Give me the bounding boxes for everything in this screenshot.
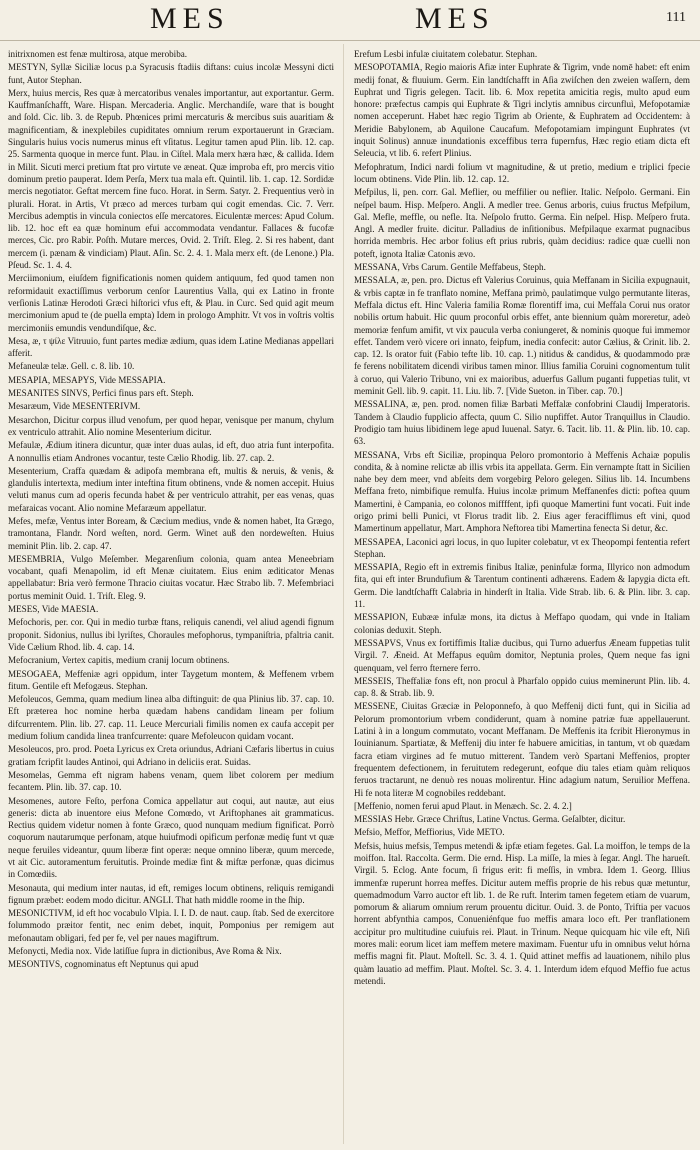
dictionary-entry: MESSAPEA, Laconici agri locus, in quo Iupiter colebatur, vt ex Theopompi fententia refert Stephan. [354,536,690,559]
dictionary-entry: Mesonauta, qui medium inter nautas, id eft, remiges locum obtinens, reliquis remigandi fignum præbet: eodem modo dicitur. ANGLI. That hath middle roome in the ſhip. [8,882,334,905]
dictionary-entry: MESSANA, Vrbs Carum. Gentile Meffabeus, Steph. [354,262,546,273]
left-column [8,48,334,1144]
dictionary-entry: Mesaræum, Vide MESENTERIVM. [8,401,141,412]
dictionary-entry: MESSIAS Hebr. Græce Chriſtus, Latine Vnctus. Germa. Geſalbter, dicitur. [354,814,626,825]
dictionary-entry: MESANITES SINVS, Perfici finus pars eft. Steph. [8,388,194,399]
dictionary-entry: Mefes, mefæ, Ventus inter Boream, & Cæcium medius, vnde & nomen habet, Ita Grægo, tramontana, Flandr. Nord weſten, nord. Germ. Winet auß den nordeweſten. Huius meminit Plin. lib. 2. cap. 47. [8,515,334,551]
dictionary-entry: MESSAPVS, Vnus ex fortiffimis Italiæ ducibus, qui Turno aduerfus Æneam fuppetias tulit Virgil. 7. Æneid. At Meffapus equûm domitor, Neptunia proles, Quem neque fas igni quenquam, vel ferro fternere ferro. [354,637,690,673]
dictionary-entry: MESONICTIVM, id eft hoc vocabulo Vlpia. I. I. D. de naut. caup. ſtab. Sed de exercitore folummodo præitor fentit, nec enim debet, inquit, Pomponius per remigem aut mefonautam obligari, fed per fe, vel per naues magiftrum. [8,908,334,943]
dictionary-entry: Mefophratum, Indici nardi folium vt magnitudine, & ut pretio, medium e triplici fpecie locum obtinens. Vide Plin. lib. 12. cap. 12. [354,161,690,184]
dictionary-entry: Mefaneulæ telæ. Gell. c. 8. lib. 10. [8,361,135,372]
running-head-right: MES [415,2,495,35]
dictionary-entry: Mefonycti, Media nox. Vide latiſſue ſupra in dictionibus, Ave Roma & Nix. [8,946,282,957]
dictionary-entry: Mesenterium, Craffa quædam & adipofa membrana eft, multis & neruis, & venis, & glandulis intertexta, medium inter inteftina fitum obtinens, vnde & nomen accepit. Huius veluti manus cum ad operis fecunda habet & per ventriculo attrahit, per eas venas, quas mefaraicas vocant. Alio nomine Mefaræum appellatur. [8,465,334,513]
right-column [354,48,690,1144]
dictionary-entry: Mefpilus, li, pen. corr. Gal. Meflier, ou meffilier ou neflier. Italic. Neſpolo. Germani. Ein neſpel baum. Hisp. Meſpero. Angli. A medler tree. Genus arboris, cuius fructus Mefpilum, Gal. Mefle, meffle, ou nefle. Ita. Neſpolo frutto. Germa. Ein neſpel. Hisp. Meſpero fruta. Angl. A medler fruite. dicitur. Palladius de inſitionibus. Mefpilaque exarmat pugnacibus horrida membris. Hec arbor folius eft prius rubris, quàm decidius: radice quæ cuelli non poteft, ignota Italiæ Catonis ævo. [354,187,690,259]
dictionary-entry: Mesoleucos, pro. prod. Poeta Lyricus ex Creta oriundus, Adriani Cæfaris libertus in cuius gratiam fcripfit laudes Antinoi, qui Adriano in deliciis erat. Suidas. [8,744,334,767]
dictionary-entry: initrixnomen est fenæ multirosa, atque merobiba. [8,49,188,59]
dictionary-entry: MESOPOTAMIA, Regio maioris Afiæ inter Euphrate & Tigrim, vnde nomē habet: eft enim medij fonat, & fluuium. Germ. Ein landtſchafft in Aſia zwiſchen den zweien waſſern, dem Euphrat und Tigris gelegen. Tacit. lib. 6. Mox repetita amicitia regis, multo apud eum honore: præfectus campis qui Euphrate & Tigri inclytis amnibus circunfluì, Mefopotamiæ nomen acceperunt. Habet hæc regio Tigrim ab Oriente, & Euphratem ad Occidentem: à Meridie Babylonem, ab Aquilone Caucafum. Mefopotamiam impingunt Euphrates (vt inquit Solinus) annuæ inundationis exceffibus terra fupernfus, Hæc regio etiam dicta eft Seleucia, vt lib. 6. refert Plinius. [354,62,690,159]
dictionary-entry: Merx, huius mercis, Res quæ à mercatoribus venales importantur, aut exportantur. Germ. Kauffmanſchafft, Ware. Hispan. Mercaderia. Anglic. Merchandiſe, ware that is bought and ſold. Cic. lib. 3. de Repub. Phœnices primi mercaturis & mercibus suis auaritiam & magnificentiam, & inexplebiles cupiditates omnium rerum exportauerunt in Græciam. Singularis huius vocis numerus minus eft vſitatus. Legitur tamen apud Plin. lib. 12. cap. 25. Sarmenta quoque in merce funt. Plau. in Ciſtel. Mala merx hæra hæc, & callida. Idem in Milit. Sicuti merci pretium ftat pro virtute ve æneat. Quæ improba eft, pro mercis vitio dominum pretio pauperat. Idem Perſa, Merx tua mala eft. Quintil. lib. 1. cap. 12. Sordidæ mercis negotiator. Geftat mercem fine fuco. Horat. in Serm. Satyr. 2. Frequentius verò in plurali. Horat. in Artis, Vt præco ad merces turbam qui cogit emendas. Cic. 7. Verr. Mercibus ademptis in vincula coniectos eſſe mercatores. Eiculentæ merces: Apud Colum. lib. 12. hoc eft ea quæ hominum efui accommodata vendantur. Fallaces & fucofæ merces, Cic. pro Rabir. Poſth. Mutare merces, Ovid. 2. Triſt. Eleg. 2. Si res habent, dant mercem (i. pænam & vindiciam) Plaut. Aſin. Sc. 2. 4. 1. Mala merx eft. (de Lenone.) Pla. Pſeud. Sc. 1. 4. 4. [8,87,334,271]
dictionary-entry: Mefsio, Meffor, Meffiorius, Vide METO. [354,827,505,838]
dictionary-entry: MESSANA, Vrbs eft Siciliæ, propinqua Peloro promontorio à Meffenis Achaiæ populis condita, & à nomine relictæ ab illis vrbis ita appellata. Germ. Ein vernampte ſtatt in Sicilien nahe bey dem meer, vnd abſeits dem vorgebirg Peloro gelegen. Silius lib. 14. Incumbens Meffana freto, nimbifique remulfa. Huius incolæ primum Meffanenfes dicti: poftea quum Mamertini, è Campania, eo colonos miffffent, ipfi quoque Mamertini funt vocati. Fuit inde origo primi belli Punici, vt Florus tradit lib. 2. Eius ager feracifflimus eft vini, quod Mamertinum appellatur, Mart. Amphora Neftorea tibi Mamertina fenecta Si detur, &c. [354,449,690,534]
dictionary-entry: MESSAPION, Eubææ infulæ mons, ita dictus à Meffapo quodam, qui vnde in Italiam colonias deduxit. Steph. [354,612,690,635]
dictionary-entry: Mefsis, huius mefsis, Tempus metendi & ipfæ etiam fegetes. Gal. La moiffon, le temps de la moiffon. Ital. Raccolta. Germ. Die ernd. Hisp. La miſſe, la mies à ſegar. Angl. The harueſt. Virgil. 5. Eclog. Ante focum, ſi frigus erit: fi meſſis, in vmbra. Idem 1. Georg. Illius immenfæ ruperunt horrea meffes. Dicitur autem meffis proprie de his rebus quæ metuntur, quemadmodum Varro auctor eft lib. 1. de Re ruft. Interim tamen fegetem etiam de vuarum, pomorum & aliarum omnium rerum prouentu dicitur. Ouid. 3. de Ponto, Triftia per vacuos horrent abfynthia campos, Conueniénfque fuo meffis amara loco eft. Per tranflationem accipitur pro multitudine cuiufuis rei. Plaut. in Trinum. Neque quicquam hic vile eft, Niſi mores mali: eorum licet iam meffem metere maximam. Fuentur ufu in omnibus velut hórna meffis magni fit. Plaut. Moſtell. Sc. 3. 4. 1. Quid attinet meffis ad lauationem, nihilo plus quàm lauatio ad meffim. Plaut. Moſtel. Sc. 3. 4. 1. Interdum idem efquod Meffio fue actus metendi. [354,840,690,986]
dictionary-entry: MESSENE, Ciuitas Græciæ in Peloponnefo, à quo Meffenij dicti funt, qui in Sicilia ad Pelorum promontorium vrbem condiderunt, quam à nomine patriæ fuæ appellauerunt. Latini à in a longum commutato, vocant Meffanam. De Meffenis ita fcribit Hieronymus in Iouinianum. Spartiatæ, & Meffenij diu inter fe habuere amicitias, in tantum, vt ob quædam facra etiam virgines ad fe mutuo mitterent. Tandem verò Spartani Meffenios, propter frequentem defectionem, in feruitutem redegerunt, eofque diu tales etiam quàm reliquos feruos tractarunt, ne denuò res nouas molirentur. Hinc adagium natum, Seruilior Meffena. Hi fe nota literæ M cognobiles reddebant. [354,701,690,798]
dictionary-entry: Merciimonium, eiuſdem fignificationis nomen quidem antiquum, fed quod tamen non reformidauit exactiſſimus verborum cenſor Laurentius Valla, qui ex Latino in fronte verſionis Latinæ Herodoti Græci hiſtorici vfus eft, & Plau. in Curc. Sed quid agit meum mercimonium apud te (de puella empta) Idem in prologo Amphitr. Vt vos in voſtris voltis mercimoniis emundis vendundiſque, &c. [8,273,334,333]
dictionary-entry: MESSALINA, æ, pen. prod. nomen filiæ Barbati Meffalæ confobrini Claudij Imperatoris. Tandem à Claudio fupplicio affecta, quum C. Silio nupfiffet. Autor Tranquillus in Claudio. Prodigio tam huius libidinem lege apud Iuuenal. Satyr. 6. Tacit. lib. 11. & Plin. lib. 10. cap. 63. [354,399,690,447]
dictionary-entry: Mefaulæ, Ædium itinera dicuntur, quæ inter duas aulas, id eft, duo atria funt interpofita. A nonnullis etiam Andrones vocantur, teste Cælio Rhodig. lib. 27. cap. 2. [8,440,334,463]
dictionary-entry: MESES, Vide MAESIA. [8,604,99,615]
page-header [0,0,700,41]
dictionary-entry: MESOGAEA, Meffeniæ agri oppidum, inter Taygetum montem, & Meffenem vrbem fitum. Gentile eft Mefogæus. Stephan. [8,668,334,691]
dictionary-entry: Mefocranium, Vertex capitis, medium cranij locum obtinens. [8,655,230,666]
dictionary-entry: [Meffenio, nomen ferui apud Plaut. in Menæch. Sc. 2. 4. 2.] [354,800,572,811]
running-head-left: MES [150,2,230,35]
dictionary-entry: Mefoleucos, Gemma, quam medium linea alba diftinguit: de qua Plinius lib. 37. cap. 10. Eft præterea hoc nomine herba quædam habens candidam lineam per folium difcurrentem. Plin. lib. 27. cap. 11. Leuce Mercuriali fimilis nomen ex caufa accepit per medium folium candida linea tranfcurrente: quare Mefoleucon quidam vocant. [8,694,334,742]
dictionary-entry: Mesa, æ, τ ψίλε Vitruuio, funt partes mediæ ædium, quas idem Latine Medianas appellari afferit. [8,335,334,359]
dictionary-entry: Mesarchon, Dicitur corpus illud venofum, per quod hepar, venisque per manum, chylum ex ventriculo attrahit. Alio nomine Mesenterium dicitur. [8,414,334,437]
dictionary-entry: Erefum Lesbi infulæ ciuitatem colebatur. Stephan. [354,49,538,59]
dictionary-entry: MESSAPIA, Regio eft in extremis finibus Italiæ, peninfulæ forma, Illyrico non admodum fita, qui eft inter Brundufium & Tarentum continenti adhærens. Eadem & Iapygia dicta eft. Germ. Die landtſchafft Calabria in hinderſt in Italia. Vide Strab. lib. 6. & Plin. libr. 3. cap. 11. [354,562,690,610]
dictionary-entry: MESEMBRIA, Vulgo Meſember. Megarenſium colonia, quam antea Meneebriam vocabant, quafi Menapolim, id eft Menæ ciuitatem. Eius enim æditicator Menas appellabatur: Bria verò fermone Thracio ciuitas vocatur. Hæc Strabo lib. 7. Mefembriaci portus meminit Ouid. 1. Triſt. Eleg. 9. [8,553,334,601]
dictionary-entry: MESSEIS, Theffaliæ fons eft, non procul à Pharfalo oppido cuius meminerunt Plin. lib. 4. cap. 8. & Strab. lib. 9. [354,675,690,699]
dictionary-entry: MESSALA, æ, pen. pro. Dictus eft Valerius Coruinus, quia Meffanam in Sicilia expugnauit, & vrbis captæ in fe tranflato nomine, Meffana primò, paulatimque vulgo permutante literas, Meffala dictus eft. Hinc Valeria familia Romæ florentiff ima, cui Meffala Corui nus orator nobilis ortum habuit. Hic quum proconful orbis effet, ante biennium quàm moreretur, adeò memoriæ fenfum amifit, vt vix paucula verba coniungeret, & nominis quoque fui immemor effet. Tandem verò vicere ori innato, feipfum, inedia confecit: autor Cælius, & Crinit. lib. 2. cap. 12. Is orator fuit (Fabio tefte lib. 10. cap. 1.) nitidus & candidus, & quodammodo præ fe ferens nobilitatem dicendi viribus tamen minor. Illius familia Coruini cognomentum tulit à coruo, qui Valerio Tribuno, vni ex maioribus, aduerfus Gallum puganti fuppetias tulit, vt meminit Gell. lib. 9. capit. 11. Liu. lib. 7. [Vide Sueton. in Tiber. cap. 70.] [354,275,690,397]
dictionary-entry: MESTYN, Syllæ Siciliæ locus p.a Syracusis ftadiis diftans: cuius incolæ Messyni dicti funt, Autor Stephan. [8,62,334,85]
dictionary-entry: MESAPIA, MESAPYS, Vide MESSAPIA. [8,374,166,385]
dictionary-entry: Mesomenes, autore Feſto, perfona Comica appellatur aut coqui, aut nautæ, aut eius generis: dicta ab inuentore eius Mefone Comœdo, vt Ariftophanes ait grammaticus. Rectius quidem videtur nomen à fonte Græco, quod nunquam medium fignificat. Porrò coquorum nautarumque perfonam, atque huiufmodi opificum perfonæ medię funt vt quæ neque feruiles videantur, quum liberæ fint operæ: neque omnino liberæ, quum mercede, vt ait Cic. autoramentum feruitutis. Proinde mediæ fint & miftæ perfonæ, quas dicimus in Comœdiis. [8,795,334,880]
column-divider [343,44,344,1144]
page-number: 111 [666,10,686,25]
dictionary-entry: Mesomelas, Gemma eft nigram habens venam, quem libet colorem per medium fecantem. Plin. lib. 37. cap. 10. [8,769,334,793]
dictionary-entry: MESONTIVS, cognominatus eft Neptunus qui apud [8,959,199,970]
dictionary-entry: Mefochoris, per. cor. Qui in medio turbæ ftans, reliquis canendi, vel aliud agendi fignum proponit. Sidonius, nullus ibi lyriſtes, Choraules mefophorus, tympaniſtria, pfaltria canit. Vide Cælium Rhod. lib. 4. cap. 14. [8,617,334,652]
